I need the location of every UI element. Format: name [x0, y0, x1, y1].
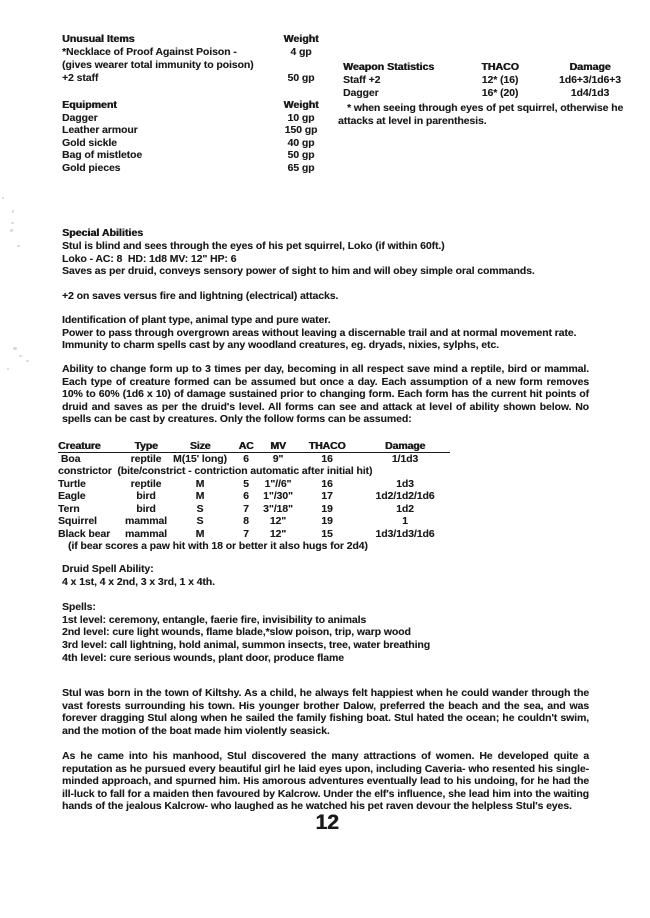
column-header-type: Type [122, 440, 170, 453]
item-weight: 150 gp [284, 124, 318, 137]
column-header-damage: Damage [360, 440, 450, 453]
shape-change-paragraph: Ability to change form up to 3 times per day, becoming in all respect save mind a reptile, bird or mammal. Each type of creature formed can be assumed but once a day. Each assumption of a new form removes 10% to 60% (1d6 x 10) of damage sustained prior to changing form. Each form has the current hit points of druid and saves as per the druid's level. All forms can see and attack at level of ability shown below. No spells can be cast by creatures. Only the follow forms can be assumed: [62, 363, 589, 426]
column-header-ac: AC [230, 440, 262, 453]
ability-line: Immunity to charm spells cast by any woodland creatures, eg. dryads, nixies, sylphs, etc. [62, 339, 499, 352]
creature-ac: 5 [243, 477, 249, 490]
creature-ac: 7 [243, 502, 249, 515]
creature-size: M [195, 527, 205, 540]
scan-speck [11, 222, 14, 224]
creature-thaco: 16 [321, 477, 333, 490]
creature-type: mammal [124, 515, 167, 527]
item-weight: 40 gp [287, 136, 315, 149]
item-row [62, 59, 320, 72]
creature-damage: 1/1d3 [391, 452, 419, 465]
creature-type: bird [136, 502, 156, 515]
creature-mv: 9" [272, 452, 284, 465]
item-weight: 10 gp [287, 111, 315, 124]
biography-paragraph-1: Stul was born in the town of Kiltshy. As a child, he always felt happiest when he could wander through the vast forests surrounding his town. His younger brother Dalow, preferred the beach and the sea, and was forever dragging Stul along when he sailed the family fishing boat. Stul hated the ocean; he couldn't swim, and the motion of the boat made him violently seasick. [62, 687, 589, 737]
equipment-section [62, 99, 320, 175]
column-header-mv: MV [262, 440, 294, 453]
creature-damage: 1d3 [396, 477, 414, 490]
spell-level-line: 2nd level: cure light wounds, flame blade,*slow poison, trip, warp wood [62, 626, 411, 639]
creature-thaco: 15 [321, 527, 333, 540]
item-weight: 50 gp [287, 72, 315, 84]
spell-level-line: 3rd level: call lightning, hold animal, summon insects, tree, water breathing [62, 639, 431, 652]
weapon-thaco: 12* (16) [481, 74, 519, 86]
weapon-row [338, 74, 630, 87]
bear-hug-note: (if bear scores a paw hit with 18 or better it also hugs for 2d4) [68, 540, 368, 552]
creature-mv: 1"//6" [264, 477, 292, 490]
weight-column-header: Weight [283, 33, 319, 45]
biography-paragraph-2: As he came into his manhood, Stul discovered the many attractions of women. He developed quite a reputation as he pursued every beautiful girl he laid eyes upon, including Caveria- who resented his single-minded approach, and spurned him. His amorous adventures eventually lead to his undoing, for he had the ill-luck to fall for a maiden then favoured by Kalcrow. Under the elf's influence, she lead him into the waiting hands of the jealous Kalcrow- who laughed as he watched his pet raven devour the helpless Stul's eyes. [62, 750, 589, 813]
item-row [62, 46, 320, 59]
item-weight: 65 gp [287, 161, 315, 174]
creature-mv: 3"/18" [263, 502, 293, 515]
weapon-name: Staff +2 [343, 74, 381, 86]
item-label: Bag of mistletoe [62, 149, 143, 162]
creature-name: Eagle [58, 490, 86, 502]
ability-line: Stul is blind and sees through the eyes of his pet squirrel, Loko (if within 60ft.) [62, 240, 445, 252]
creature-ac: 8 [243, 515, 249, 527]
item-label: Leather armour [62, 124, 138, 137]
weapon-thaco: 16* (20) [481, 87, 519, 99]
creature-damage: 1d3/1d3/1d6 [375, 527, 435, 540]
item-row [62, 72, 320, 85]
scan-speck [13, 347, 17, 350]
weapon-statistics-footnote: * when seeing through eyes of pet squirrel, otherwise he attacks at level in parenthesis. [338, 102, 624, 127]
weight-column-header: Weight [283, 99, 319, 111]
creature-name: Tern [58, 502, 80, 515]
weapon-row [338, 87, 630, 100]
weapon-damage: 1d6+3/1d6+3 [559, 74, 621, 86]
scan-speck [10, 229, 13, 232]
creature-thaco: 19 [321, 515, 333, 527]
creature-forms-table [58, 440, 450, 553]
creature-thaco: 16 [321, 452, 333, 465]
druid-spell-ability-section [62, 563, 215, 588]
spell-level-line: 1st level: ceremony, entangle, faerie fire, invisibility to animals [62, 613, 367, 626]
creature-size: M [195, 477, 205, 490]
creature-size: M [195, 490, 205, 502]
scan-speck [19, 355, 22, 357]
weapon-name: Dagger [343, 87, 379, 99]
column-header-creature: Creature [58, 440, 122, 453]
special-abilities-block [62, 240, 535, 278]
creature-size: S [196, 502, 204, 515]
creature-mv: 12" [269, 527, 287, 540]
page-number: 12 [315, 811, 339, 834]
item-weight: 4 gp [290, 46, 312, 58]
constrictor-note: constrictor (bite/constrict - contriction automatic after initial hit) [58, 465, 373, 477]
creature-size: S [196, 515, 204, 527]
item-weight [282, 59, 320, 72]
creature-type: bird [136, 490, 156, 502]
ability-line: Power to pass through overgrown areas without leaving a discernable trail and at normal movement rate. [62, 326, 577, 339]
creature-type: mammal [124, 527, 167, 540]
loko-stats-line: Loko - AC: 8 HD: 1d8 MV: 12" HP: 6 [62, 252, 237, 265]
unusual-items-header-row [62, 33, 320, 46]
creature-ac: 6 [243, 490, 249, 502]
item-label: Gold pieces [62, 161, 121, 174]
item-row [62, 137, 320, 150]
creature-ac: 7 [243, 527, 249, 540]
item-row [62, 124, 320, 137]
creature-name: Squirrel [58, 515, 97, 527]
spell-level-line: 4th level: cure serious wounds, plant door, produce flame [62, 651, 344, 664]
scan-speck [2, 197, 4, 199]
weapon-statistics-header-row [338, 61, 630, 74]
creature-type: reptile [130, 452, 162, 465]
spells-section [62, 601, 430, 665]
equipment-header-row [62, 99, 320, 112]
creature-name: Turtle [58, 477, 86, 490]
creature-name: Boa [58, 452, 81, 465]
equipment-title: Equipment [62, 99, 117, 111]
item-label: +2 staff [62, 72, 99, 84]
creature-thaco: 17 [321, 490, 333, 502]
column-header-thaco: THACO [294, 440, 360, 453]
scan-speck [26, 360, 29, 362]
item-label: Gold sickle [62, 136, 117, 149]
creature-name: Black bear [58, 527, 111, 540]
saves-bonus-line: +2 on saves versus fire and lightning (electrical) attacks. [62, 290, 339, 302]
item-weight: 50 gp [287, 149, 315, 162]
creature-ac: 6 [243, 452, 249, 465]
creature-mv: 1"/30" [263, 490, 293, 502]
scan-speck [7, 368, 9, 370]
item-label: Dagger [62, 111, 98, 124]
item-label: *Necklace of Proof Against Poison - [62, 46, 237, 58]
special-abilities-title: Special Abilities [62, 227, 143, 239]
damage-column-header: Damage [569, 61, 611, 73]
ability-line: Saves as per druid, conveys sensory power of sight to him and will obey simple oral commands. [62, 265, 535, 278]
spells-title: Spells: [62, 601, 96, 613]
unusual-items-title: Unusual Items [62, 33, 135, 45]
weapon-statistics-section [338, 61, 630, 100]
item-row [62, 112, 320, 125]
creature-mv: 12" [269, 515, 287, 527]
spell-slots-line: 4 x 1st, 4 x 2nd, 3 x 3rd, 1 x 4th. [62, 575, 215, 588]
scan-speck [17, 245, 20, 247]
creature-size: M(15' long) [173, 452, 227, 465]
scan-speck [12, 210, 14, 213]
weapon-statistics-title: Weapon Statistics [343, 61, 435, 73]
creature-damage: 1d2/1d2/1d6 [375, 490, 435, 502]
column-header-size: Size [170, 440, 230, 453]
item-row [62, 149, 320, 162]
creature-type: reptile [130, 477, 162, 490]
nature-abilities-block [62, 314, 576, 352]
creature-damage: 1 [402, 515, 408, 527]
item-row [62, 162, 320, 175]
creature-thaco: 19 [321, 502, 333, 515]
thaco-column-header: THACO [481, 61, 519, 73]
ability-line: Identification of plant type, animal type and pure water. [62, 314, 331, 326]
unusual-items-section [62, 33, 320, 85]
item-label: (gives wearer total immunity to poison) [62, 59, 254, 71]
druid-spell-ability-title: Druid Spell Ability: [62, 563, 154, 575]
creature-damage: 1d2 [396, 502, 414, 515]
weapon-damage: 1d4/1d3 [570, 87, 610, 99]
